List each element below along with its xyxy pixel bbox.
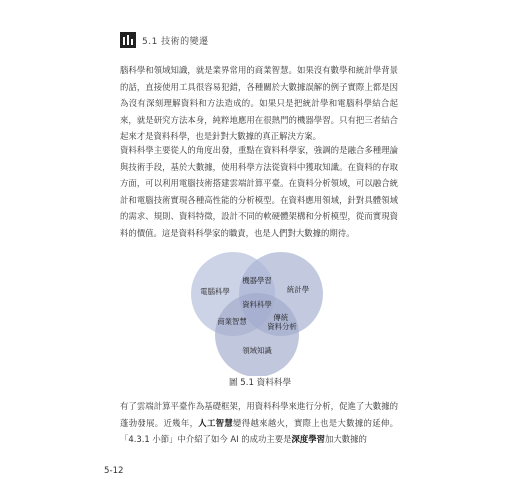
label-domain-knowledge: 領域知識	[242, 346, 272, 355]
label-statistics: 統計學	[286, 285, 310, 294]
label-traditional-analysis-line1: 傳統	[273, 313, 289, 322]
venn-diagram	[168, 250, 348, 376]
paragraph-3	[120, 398, 398, 448]
keyword-deep-learning: 深度學習	[291, 434, 325, 444]
keyword-ai: 人工智慧	[198, 417, 234, 428]
label-machine-learning: 機器學習	[242, 276, 272, 285]
section-title: 5.1 技術的變遷	[142, 36, 209, 47]
running-header	[120, 32, 209, 48]
paragraph-3-text	[120, 398, 398, 448]
label-data-science: 資料科學	[242, 300, 272, 309]
paragraph-3-part-b: 變得越來越火，實際上也是大數據的延伸。「4.3.1 小節」中介紹了如今 AI 的成功主要是	[120, 417, 399, 444]
figure-caption: 圖 5.1 資料科學	[228, 378, 292, 388]
paragraph-1-text: 腦科學和領域知識，就是業界常用的商業智慧。如果沒有數學和統計學背景的話，直接使用工具很容易犯錯，各種關於大數據誤解的例子實際上都是因為沒有深刻理解資料和方法造成的。如果只是把統計學和電腦科學結合起來，就是研究方法本身，純粹地應用在很熱門的機器學習。只有把三者結合起來才是資料科學，也是針對大數據的真正解決方案。	[120, 65, 398, 141]
paragraph-3-part-a: 有了雲端計算平臺作為基礎框架，用資料科學來進行分析，促進了大數據的蓬勃發展。近幾年，	[120, 401, 398, 428]
label-business-intelligence: 商業智慧	[217, 317, 247, 326]
paragraph-1	[120, 62, 398, 145]
section-icon	[120, 32, 136, 48]
page-number: 5-12	[104, 466, 124, 476]
label-traditional-analysis-line2: 資料分析	[267, 322, 297, 331]
label-computer-science: 電腦科學	[200, 287, 230, 296]
paragraph-2-text: 資料科學主要從人的角度出發，重點在資料科學家，強調的是融合多種理論與技術手段，基於大數據，使用科學方法從資料中獲取知識。在資料的存取方面，可以利用電腦技術搭建雲端計算平臺。在資料分析領域，可以融合統計和電腦技術實現各種高性能的分析模型。在資料應用領域，針對具體領域的需求、規則、資料特徵，設計不同的軟硬體架構和分析模型，從而實現資料的價值。這是資料科學家的職責，也是人們對大數據的期待。	[120, 145, 398, 238]
paragraph-2	[120, 142, 398, 241]
paragraph-3-part-c: 加大數據的	[325, 434, 367, 444]
